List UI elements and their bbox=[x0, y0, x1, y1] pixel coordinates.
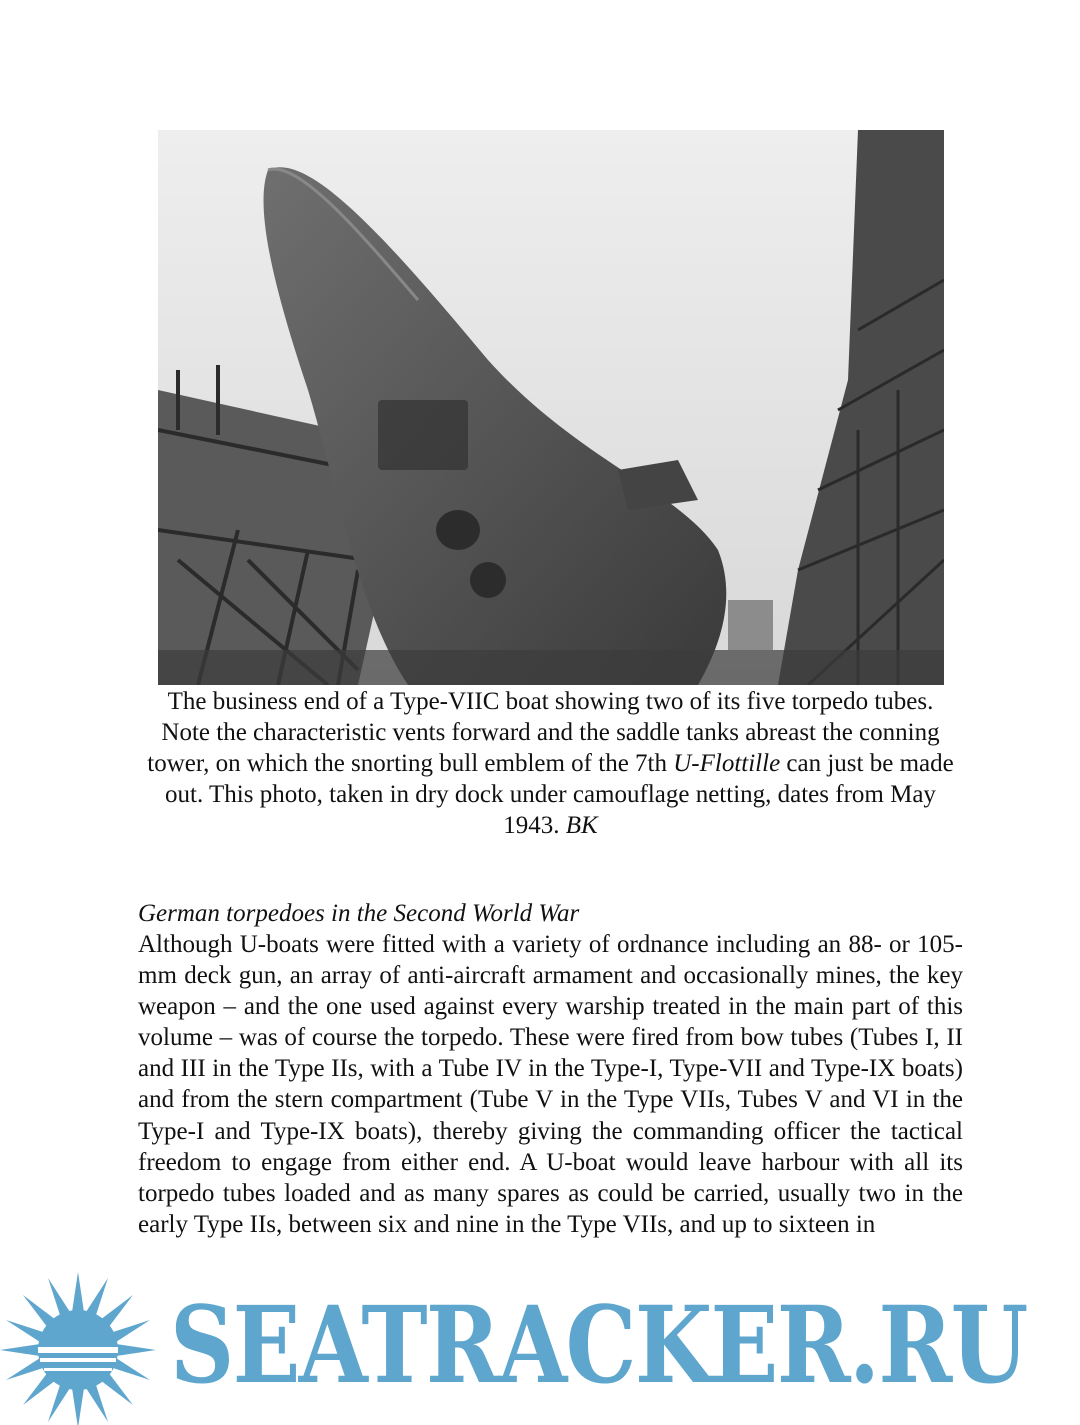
watermark-text: SEATRACKER.RU bbox=[170, 1282, 1027, 1407]
caption-line-2 bbox=[138, 717, 963, 841]
section-body: Although U-boats were fitted with a variety of ordnance including an 88- or 105-mm deck gun, an array of anti-aircraft armament and occasionally mines, the key weapon – and the one used against every warship treated in the main part of this volume – was of course the torpedo. These were fired from bow tubes (Tubes I, II and III in the Type IIs, with a Tube IV in the Type-I, Type-VII and Type-IX boats) and from the stern compartment (Tube V in the Type VIIs, Tubes V and VI in the Type-I and Type-IX boats), thereby giving the commanding officer the tactical freedom to engage from either end. A U-boat would leave harbour with all its torpedo tubes loaded and as many spares as could be carried, usually two in the early Type IIs, between six and nine in the Type VIIs, and up to sixteen in bbox=[138, 931, 963, 1238]
caption-text-b: can just be made out. This photo, taken in dry dock under camouflage netting, dates from May 1943. bbox=[165, 750, 954, 839]
section-heading: German torpedoes in the Second World War bbox=[138, 900, 580, 927]
sun-icon bbox=[0, 1270, 170, 1425]
caption-line-1: The business end of a Type-VIIC boat showing two of its five torpedo tubes. bbox=[167, 688, 934, 715]
u-boat-drydock-photo bbox=[158, 130, 944, 685]
caption-italic: U-Flottille bbox=[673, 750, 781, 777]
photo-credit: BK bbox=[565, 812, 598, 839]
caption-text-a: Note the characteristic vents forward and the saddle tanks abreast the conning tower, on which the snorting bull emblem of the 7th bbox=[147, 719, 940, 777]
photo-caption bbox=[138, 686, 963, 841]
